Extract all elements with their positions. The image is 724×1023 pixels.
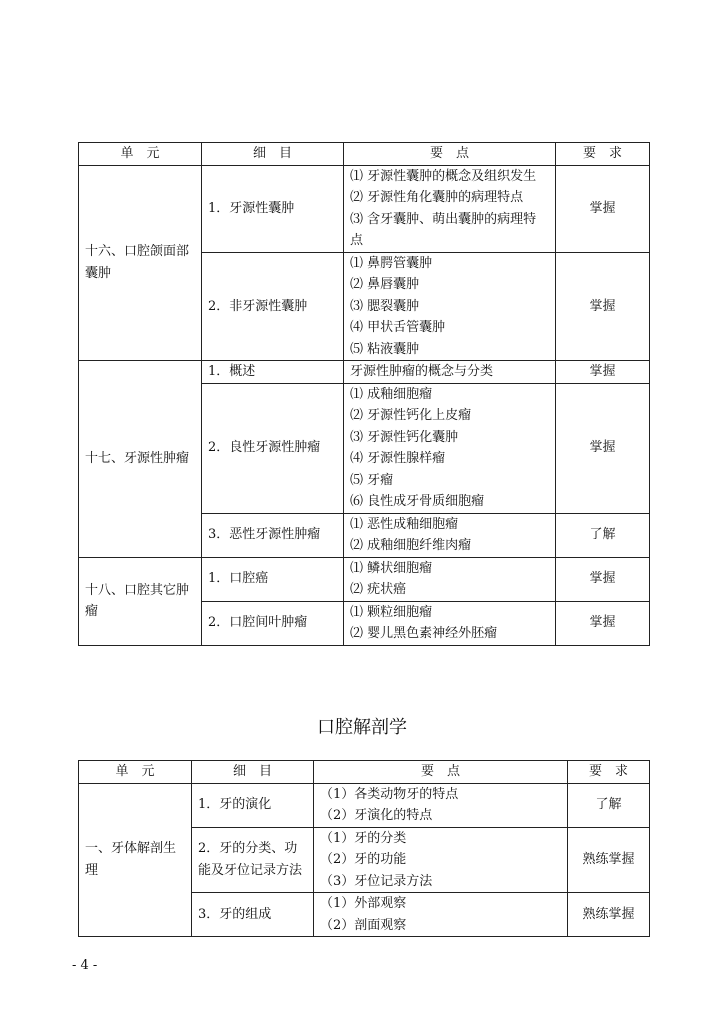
point: ⑵ 疣状癌 [350,582,407,597]
header-points: 要 点 [344,143,556,166]
table-row [79,557,650,601]
section-title: 口腔解剖学 [317,717,407,738]
item-cell: 3．牙的组成 [192,893,314,937]
header-unit: 单 元 [79,761,192,784]
point: ⑴ 成釉细胞瘤 [350,386,433,402]
point: ⑸ 牙瘤 [350,472,394,488]
item-cell: 2．口腔间叶肿瘤 [202,601,344,645]
table-row [79,361,650,384]
points-cell [314,893,568,937]
points-cell [344,165,556,252]
requirement-cell: 了解 [556,513,650,557]
page-number: - 4 - [72,958,98,973]
point: ⑴ 鼻腭管囊肿 [350,255,433,271]
point: ⑴ 恶性成釉细胞瘤 [350,516,459,532]
item-cell: 2．非牙源性囊肿 [202,252,344,361]
syllabus-table-2 [78,760,650,937]
point: （3）牙位记录方法 [320,873,433,889]
point: ⑵ 牙源性角化囊肿的病理特点 [350,190,524,205]
point: ⑵ 成釉细胞纤维肉瘤 [350,538,472,553]
item-cell: 2．良性牙源性肿瘤 [202,383,344,513]
requirement-cell: 掌握 [556,557,650,601]
point: （2）牙的功能 [320,852,407,867]
header-item: 细 目 [202,143,344,166]
header-requirement: 要 求 [556,143,650,166]
point: ⑴ 鳞状细胞瘤 [350,560,433,576]
table-header-row [79,143,650,166]
unit-cell: 十八、口腔其它肿瘤 [79,557,202,645]
point: ⑶ 牙源性钙化囊肿 [350,429,459,445]
points-cell [344,513,556,557]
table-row [79,165,650,252]
requirement-cell: 掌握 [556,361,650,384]
point: ⑸ 粘液囊肿 [350,341,420,357]
requirement-cell: 掌握 [556,383,650,513]
points-cell [344,383,556,513]
header-points: 要 点 [314,761,568,784]
points-cell [314,827,568,893]
point: ⑵ 鼻唇囊肿 [350,277,420,292]
unit-cell: 一、牙体解剖生理 [79,783,192,937]
point: 牙源性肿瘤的概念与分类 [350,364,494,379]
point: （1）外部观察 [320,896,407,911]
points-cell [344,252,556,361]
point: ⑴ 牙源性囊肿的概念及组织发生 [350,168,537,184]
point: （1）各类动物牙的特点 [320,786,459,802]
table-header-row [79,761,650,784]
requirement-cell: 掌握 [556,165,650,252]
item-cell: 1．口腔癌 [202,557,344,601]
point: ⑶ 腮裂囊肿 [350,298,420,314]
header-unit: 单 元 [79,143,202,166]
requirement-cell: 了解 [568,783,650,827]
points-cell [344,601,556,645]
point: ⑵ 婴儿黑色素神经外胚瘤 [350,626,498,641]
requirement-cell: 掌握 [556,601,650,645]
item-cell: 1．牙源性囊肿 [202,165,344,252]
points-cell [344,361,556,384]
item-cell: 2．牙的分类、功能及牙位记录方法 [192,827,314,893]
unit-cell: 十六、口腔颌面部囊肿 [79,165,202,361]
point: ⑵ 牙源性钙化上皮瘤 [350,408,472,423]
header-requirement: 要 求 [568,761,650,784]
item-cell: 1．概述 [202,361,344,384]
point: ⑷ 甲状舌管囊肿 [350,320,446,335]
point: （2）牙演化的特点 [320,808,433,823]
point: ⑶ 含牙囊肿、萌出囊肿的病理特点 [350,211,537,248]
point: ⑴ 颗粒细胞瘤 [350,604,433,620]
unit-cell: 十七、牙源性肿瘤 [79,361,202,558]
point: ⑹ 良性成牙骨质细胞瘤 [350,494,485,509]
point: （2）剖面观察 [320,917,407,933]
points-cell [344,557,556,601]
point: （1）牙的分类 [320,830,407,846]
table-row [79,783,650,827]
point: ⑷ 牙源性腺样瘤 [350,451,446,466]
syllabus-table-1 [78,142,650,646]
requirement-cell: 掌握 [556,252,650,361]
item-cell: 3．恶性牙源性肿瘤 [202,513,344,557]
item-cell: 1．牙的演化 [192,783,314,827]
header-item: 细 目 [192,761,314,784]
requirement-cell: 熟练掌握 [568,827,650,893]
requirement-cell: 熟练掌握 [568,893,650,937]
points-cell [314,783,568,827]
